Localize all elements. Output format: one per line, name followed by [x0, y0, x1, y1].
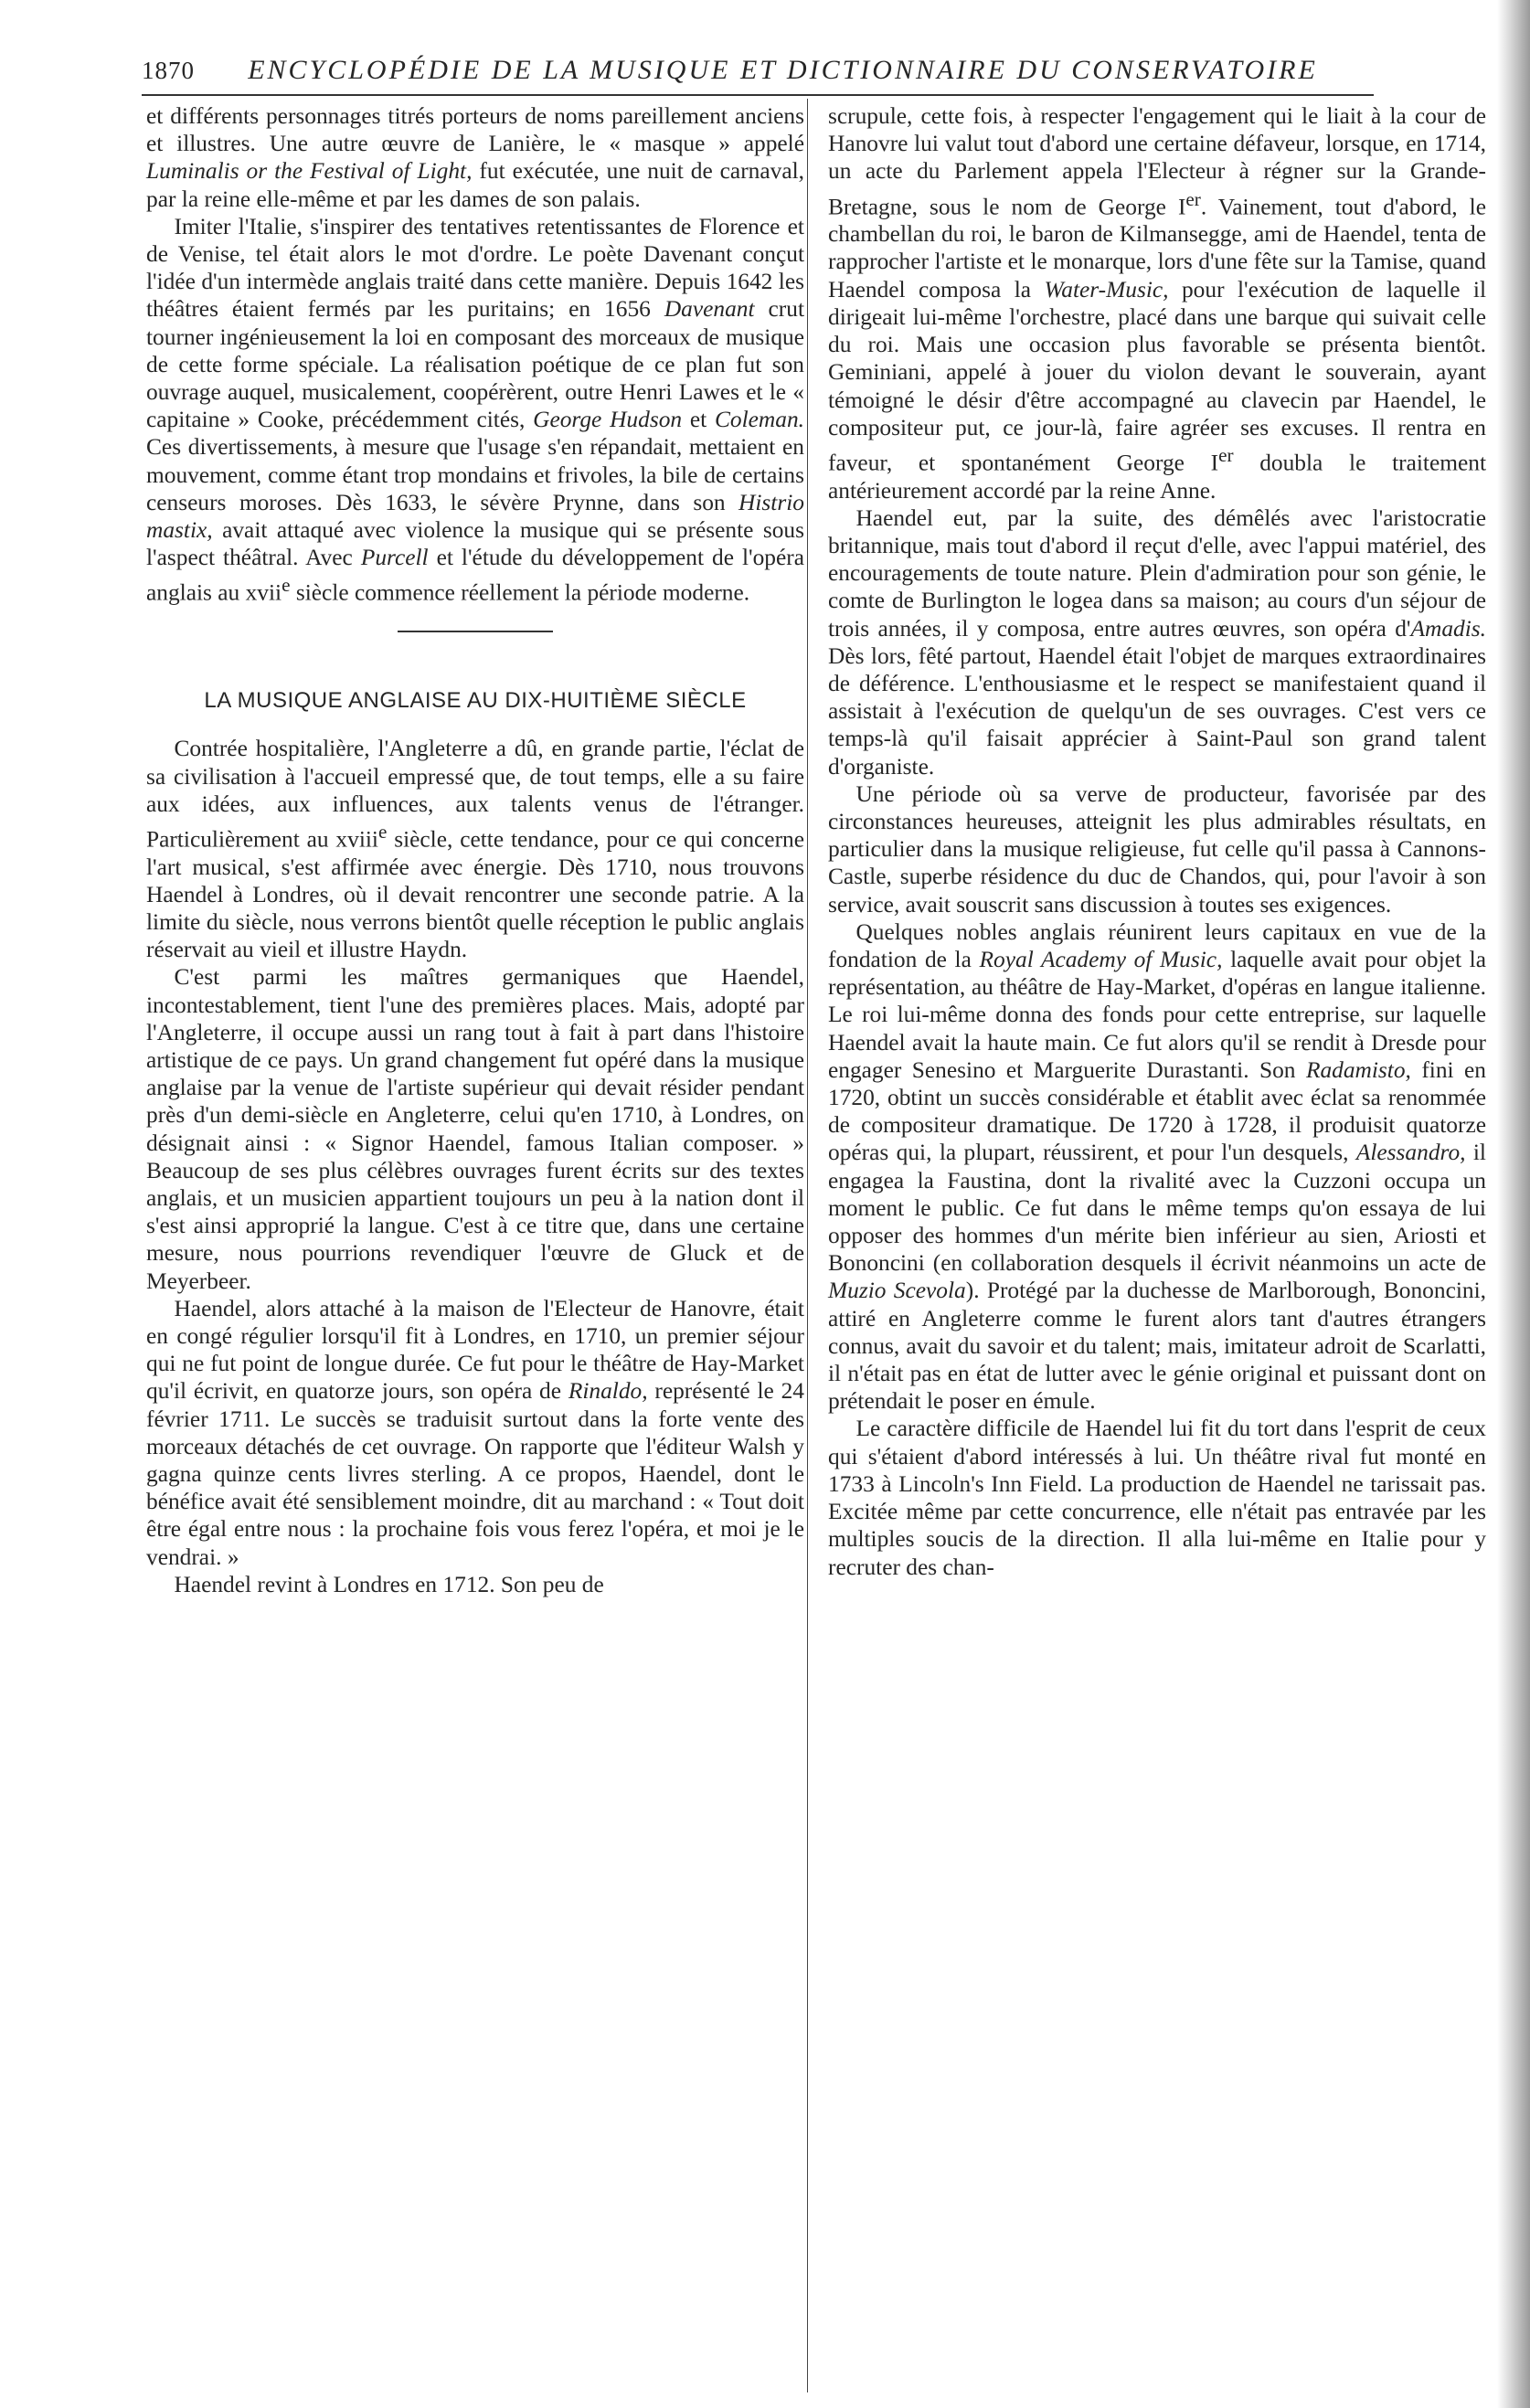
paragraph: Contrée hospitalière, l'Angleterre a dû, en grande partie, l'éclat de sa civilisation à l'accueil empressé que, de tout temps, elle a su faire aux idées, aux influences, aux talents venus de l'étranger. Particulièrement au xviii$^e$ siècle, cette tendance, pour ce qui concerne l'art musical, s'est affirmée avec énergie. Dès 1710, nous trouvons Haendel à Londres, où il devait rencontrer une seconde patrie. A la limite du siècle, nous verrons bientôt quelle réception le public anglais réservait au vieil et illustre Haydn. — [146, 736, 804, 963]
left-column — [146, 102, 804, 1598]
paragraph: et différents personnages titrés porteurs de noms pareillement anciens et illustres. Une autre œuvre de Lanière, le « masque » appelé Luminalis or the Festival of Light, fut exécutée, une nuit de carnaval, par la reine elle-même et par les dames de son palais. — [146, 103, 804, 212]
paragraph: Le caractère difficile de Haendel lui fit du tort dans l'esprit de ceux qui s'étaient d'abord intéressés à lui. Un théâtre rival fut monté en 1733 à Lincoln's Inn Field. La production de Haendel ne tarissait pas. Excitée même par cette concurrence, elle n'était pas entravée par les multiples soucis de la direction. Il alla lui-même en Italie pour y recruter des chan- — [828, 1416, 1486, 1580]
paragraph: scrupule, cette fois, à respecter l'engagement qui le liait à la cour de Hanovre lui valut tout d'abord une certaine défaveur, lorsque, en 1714, un acte du Parlement appela l'Electeur à régner sur la Grande-Bretagne, sous le nom de George Ier. Vainement, tout d'abord, le chambellan du roi, le baron de Kilmansegge, ami de Haendel, tenta de rapprocher l'artiste et le monarque, lors d'une fête sur la Tamise, quand Haendel composa la Water-Music, pour l'exécution de laquelle il dirigeait lui-même l'orchestre, placé dans une barque qui suivait celle du roi. Mais une occasion plus favorable se présenta bientôt. Geminiani, appelé à jouer du violon devant le souverain, ayant témoigné le désir d'être accompagné au clavecin par Haendel, le compositeur put, ce jour-là, faire agréer ses excuses. Il rentra en faveur, et spontanément George Ier doubla le traitement antérieurement accordé par la reine Anne. — [828, 103, 1487, 504]
running-title: ENCYCLOPÉDIE DE LA MUSIQUE ET DICTIONNAIRE DU CONSERVATOIRE — [248, 55, 1318, 85]
paragraph: C'est parmi les maîtres germaniques que Haendel, incontestablement, tient l'une des premières places. Mais, adopté par l'Angleterre, il occupe aussi un rang tout à fait à part dans l'histoire artistique de ce pays. Un grand changement fut opéré dans la musique anglaise par la venue de l'artiste supérieur qui devait résider pendant près d'un demi-siècle en Angleterre, celui qu'en 1710, à Londres, on désignait ainsi : « Signor Haendel, famous Italian composer. » Beaucoup de ses plus célèbres ouvrages furent écrits sur des textes anglais, et un musicien appartient toujours un peu à la nation dont il s'est ainsi approprié la langue. C'est à ce titre que, dans une certaine mesure, nous pourrions revendiquer l'œuvre de Gluck et de Meyerbeer. — [146, 964, 804, 1294]
page-number: 1870 — [142, 57, 195, 84]
paragraph: Haendel eut, par la suite, des démêlés avec l'aristocratie britannique, mais tout d'abord il reçut d'elle, avec l'appui matériel, des encouragements de toute nature. Plein d'admiration pour son génie, le comte de Burlington le logea dans sa maison; au cours d'un séjour de trois années, il y composa, entre autres œuvres, son opéra d'Amadis. Dès lors, fêté partout, Haendel était l'objet de marques extraordinaires de déférence. L'enthousiasme et le respect se manifestaient quand il assistait à l'exécution de quelqu'un de ses ouvrages. C'est vers ce temps-là qu'il faisait apprécier à Saint-Paul son grand talent d'organiste. — [828, 504, 1486, 780]
paragraph: Une période où sa verve de producteur, favorisée par des circonstances heureuses, atteignit les plus admirables résultats, en particulier dans la musique religieuse, fut celle qu'il passa à Cannons-Castle, superbe résidence du duc de Chandos, qui, pour l'avoir à son service, avait souscrit sans discussion à toutes ses exigences. — [828, 780, 1486, 918]
paragraph: Haendel, alors attaché à la maison de l'Electeur de Hanovre, était en congé régulier lorsqu'il fit à Londres, en 1710, un premier séjour qui ne fut point de longue durée. Ce fut pour le théâtre de Hay-Market qu'il écrivit, en quatorze jours, son opéra de Rinaldo, représenté le 24 février 1711. Le succès se traduisit surtout dans la forte vente des morceaux détachés de cet ouvrage. On rapporte que l'éditeur Walsh y gagna quinze cents livres sterling. A ce propos, Haendel, dont le bénéfice avait été sensiblement moindre, dit au marchand : « Tout doit être égal entre nous : la prochaine fois vous ferez l'opéra, et moi je le vendrai. » — [146, 1295, 804, 1570]
paragraph: Imiter l'Italie, s'inspirer des tentatives retentissantes de Florence et de Venise, tel était alors le mot d'ordre. Le poète Davenant conçut l'idée d'un intermède anglais traité dans cette manière. Depuis 1642 les théâtres étaient fermés par les puritains; en 1656 Davenant crut tourner ingénieusement la loi en composant des morceaux de musique de cette forme spéciale. La réalisation poétique de ce plan fut son ouvrage auquel, musicalement, coopérèrent, outre Henri Lawes et le « capitaine » Cooke, précédemment cités, George Hudson et Coleman. Ces divertissements, à mesure que l'usage s'en répandait, mettaient en mouvement, comme étant trop mondains et frivoles, la bile de certains censeurs moroses. Dès 1633, le sévère Prynne, dans son Histrio mastix, avait attaqué avec violence la musique qui se présente sous l'aspect théâtral. Avec Purcell et l'étude du développement de l'opéra anglais au xvii$^e$ siècle commence réellement la période moderne. — [146, 213, 805, 606]
paragraph: Haendel revint à Londres en 1712. Son peu de — [174, 1571, 604, 1597]
paragraph: Quelques nobles anglais réunirent leurs capitaux en vue de la fondation de la Royal Academy of Music, laquelle avait pour objet la représentation, au théâtre de Hay-Market, d'opéras en langue italienne. Le roi lui-même donna des fonds pour cette entreprise, sur laquelle Haendel avait la haute main. Ce fut alors qu'il se rendit à Dresde pour engager Senesino et Marguerite Durastanti. Son Radamisto, fini en 1720, obtint un succès considérable et établit avec éclat sa renommée de compositeur dramatique. De 1720 à 1728, il produisit quatorze opéras qui, la plupart, réussirent, et pour l'un desquels, Alessandro, il engagea la Faustina, dont la rivalité avec la Cuzzoni occupa un moment le public. Ce fut dans le même temps qu'on essaya de lui opposer des hommes d'un mérite bien inférieur au sien, Ariosti et Bononcini (en collaboration desquels il écrivit néanmoins un acte de Muzio Scevola). Protégé par la duchesse de Marlborough, Bononcini, attiré en Angleterre comme le furent alors tant d'autres étrangers connus, avait du savoir et du talent; mais, imitateur adroit de Scarlatti, il n'était pas en état de lutter avec le génie original et puissant dont on prétendait le poser en émule. — [828, 918, 1487, 1415]
header-rule — [142, 94, 1374, 96]
section-heading: LA MUSIQUE ANGLAISE AU DIX-HUITIÈME SIÈCLE — [204, 688, 747, 714]
page-edge-shadow — [1497, 0, 1530, 2408]
right-column — [828, 102, 1486, 1581]
page-header — [142, 55, 1371, 97]
section-separator — [398, 631, 553, 632]
column-divider — [807, 99, 808, 2392]
